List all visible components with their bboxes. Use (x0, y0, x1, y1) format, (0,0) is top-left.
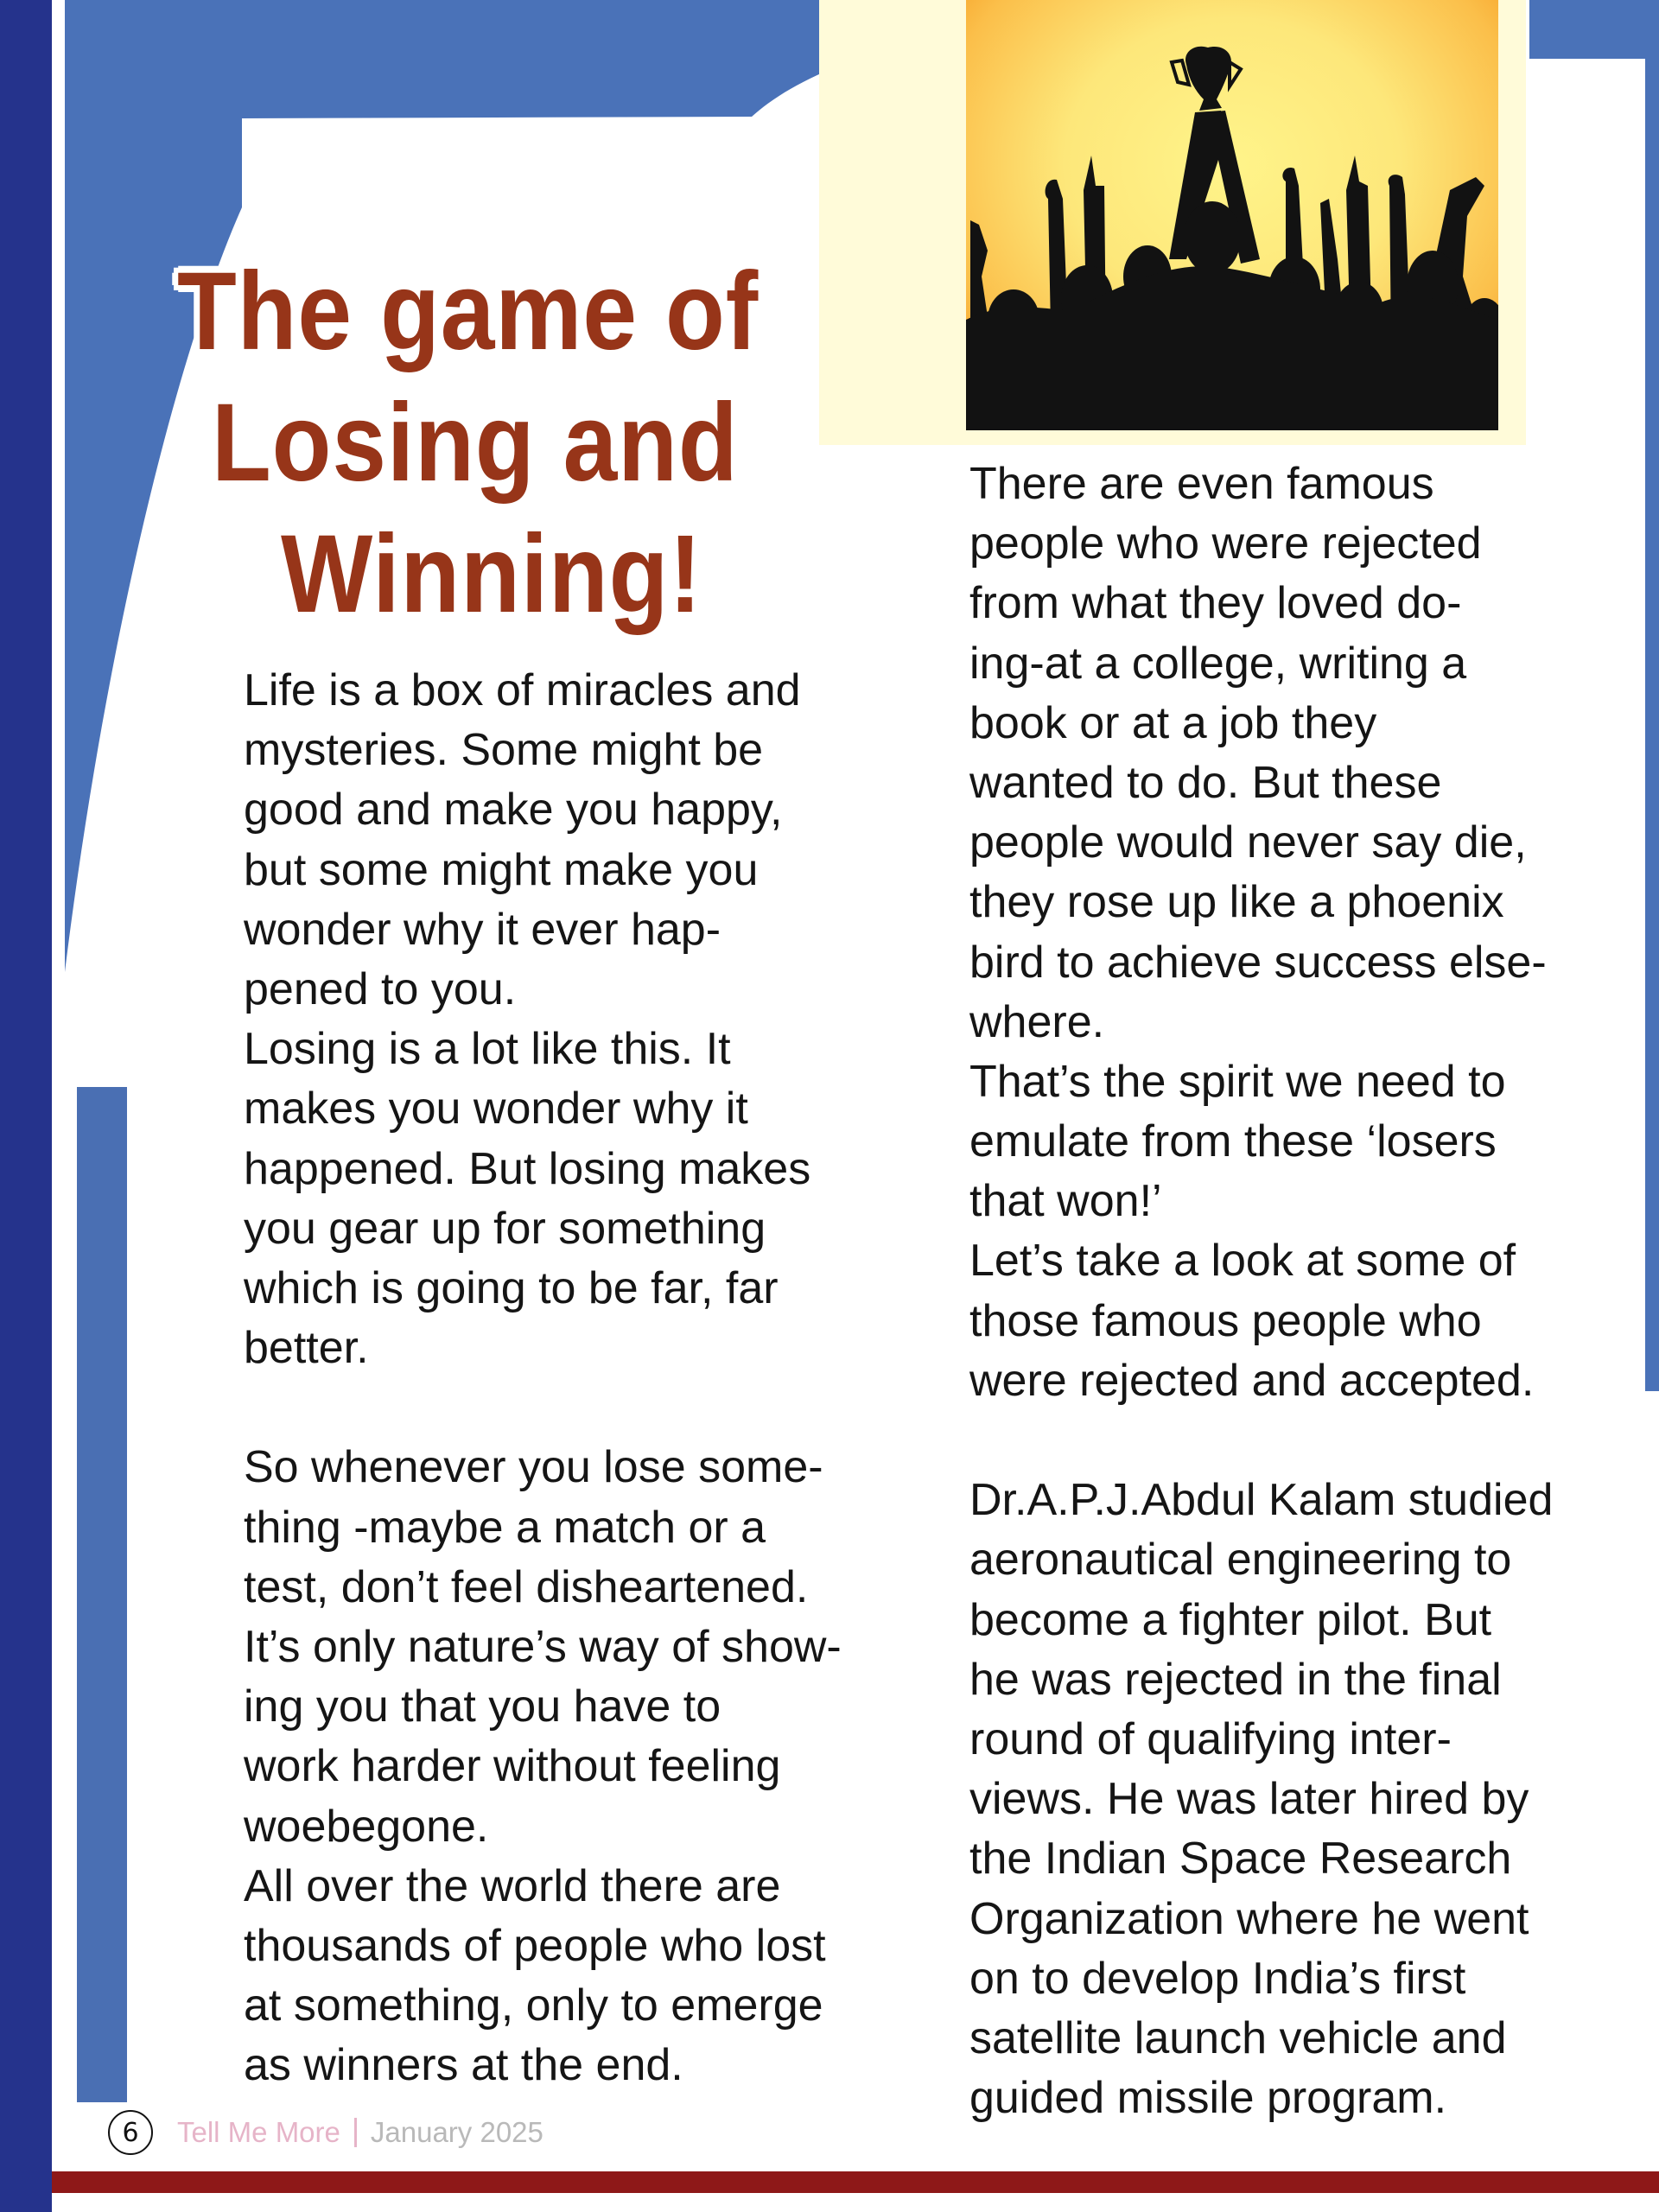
text-line: ing you that you have to (244, 1681, 721, 1732)
blue-corner-block (1529, 0, 1659, 59)
text-line: Let’s take a look at some of (969, 1236, 1516, 1287)
navy-side-stripe-overlay (0, 0, 52, 2212)
footer-red-bar (30, 2171, 1659, 2193)
page-footer (108, 2107, 543, 2158)
article-left-column (244, 661, 900, 2096)
text-line: woebegone. (244, 1801, 489, 1852)
text-line: at something, only to emerge (244, 1980, 823, 2031)
footer-divider (354, 2118, 357, 2147)
text-line: Life is a box of miracles and (244, 665, 801, 715)
title-line-1: The game of (177, 250, 760, 373)
text-line: emulate from these ‘losers (969, 1116, 1497, 1167)
text-line: round of qualifying inter- (969, 1713, 1452, 1764)
text-line: happened. But losing makes (244, 1143, 811, 1194)
issue-date: January 2025 (370, 2116, 543, 2148)
text-line: Losing is a lot like this. It (244, 1024, 731, 1075)
text-line: Dr.A.P.J.Abdul Kalam studied (969, 1475, 1554, 1526)
title-line-3: Winning! (281, 512, 702, 636)
text-line: that won!’ (969, 1176, 1162, 1227)
text-line: aeronautical engineering to (969, 1535, 1512, 1586)
text-line: wanted to do. But these (969, 757, 1442, 808)
text-line: from what they loved do- (969, 578, 1462, 629)
text-line: become a fighter pilot. But (969, 1594, 1492, 1645)
text-line: good and make you happy, (244, 785, 783, 836)
text-line: That’s the spirit we need to (969, 1056, 1506, 1107)
text-line: he was rejected in the final (969, 1654, 1502, 1705)
text-line: those famous people who (969, 1295, 1482, 1346)
text-line: which is going to be far, far (244, 1262, 779, 1313)
text-line (244, 1378, 900, 1438)
text-line: as winners at the end. (244, 2040, 683, 2091)
text-line: were rejected and accepted. (969, 1355, 1535, 1406)
text-line: you gear up for something (244, 1203, 766, 1254)
text-line: they rose up like a phoenix (969, 877, 1504, 928)
text-line: the Indian Space Research (969, 1834, 1512, 1885)
text-line: wonder why it ever hap- (244, 904, 721, 955)
text-line: mysteries. Some might be (244, 725, 764, 776)
text-line: pened to you. (244, 963, 517, 1014)
text-line: bird to achieve success else- (969, 937, 1547, 988)
text-line: test, don’t feel disheartened. (244, 1561, 809, 1612)
text-line (969, 1411, 1643, 1471)
text-line: There are even famous (969, 459, 1434, 509)
text-line: work harder without feeling (244, 1741, 781, 1792)
text-line: It’s only nature’s way of show- (244, 1622, 842, 1672)
text-line: views. He was later hired by (969, 1774, 1529, 1825)
text-line: makes you wonder why it (244, 1084, 748, 1135)
blue-right-stripe (1645, 0, 1659, 1391)
page-number: 6 (108, 2110, 153, 2155)
text-line: book or at a job they (969, 697, 1377, 748)
trophy-crowd-illustration (966, 0, 1498, 430)
text-line: people would never say die, (969, 817, 1527, 868)
title-line-2: Losing and (212, 381, 739, 505)
blue-left-bar (77, 1087, 127, 2102)
text-line: guided missile program. (969, 2073, 1447, 2124)
text-line: So whenever you lose some- (244, 1442, 823, 1493)
text-line: people who were rejected (969, 518, 1482, 569)
crowd-silhouette-icon (966, 0, 1498, 430)
text-line: thing -maybe a match or a (244, 1502, 766, 1553)
text-line: thousands of people who lost (244, 1920, 826, 1971)
article-title (177, 246, 868, 640)
magazine-name: Tell Me More (177, 2116, 340, 2148)
text-line: All over the world there are (244, 1860, 781, 1911)
text-line: Organization where he went (969, 1893, 1529, 1944)
text-line: on to develop India’s first (969, 1953, 1466, 2004)
text-line: where. (969, 996, 1105, 1047)
text-line: satellite launch vehicle and (969, 2012, 1507, 2063)
text-line: better. (244, 1323, 369, 1374)
text-line: ing-at a college, writing a (969, 638, 1467, 689)
article-right-column (969, 454, 1643, 2128)
text-line: but some might make you (244, 844, 759, 895)
